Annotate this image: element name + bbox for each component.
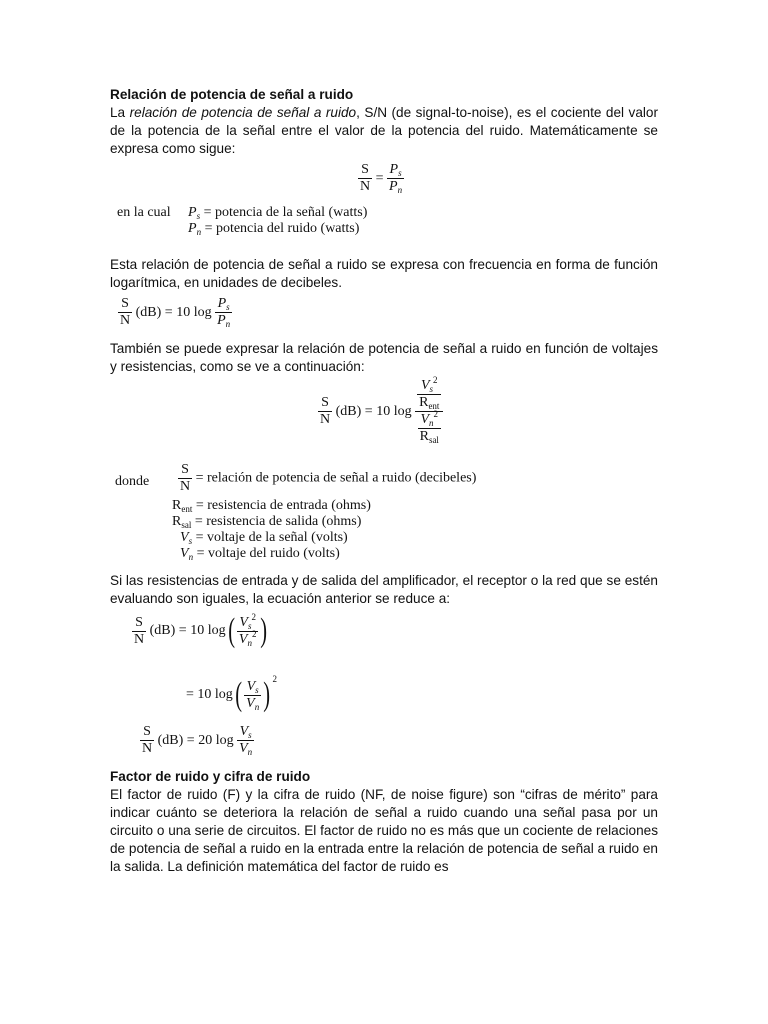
paragraph-noise-factor: El factor de ruido (F) y la cifra de ruido (NF, de noise figure) son “cifras de mérito” para indicar cuánto se deteriora la relación de señal a ruido cuando una señal pasa por un circuito o una serie de circuitos. El factor de ruido no es más que un cociente de relaciones de potencia de señal a ruido en la entrada entre la relación de potencia de señal a ruido en la salida. La definición matemática del factor de ruido es bbox=[110, 787, 658, 874]
compound-denominator bbox=[415, 409, 443, 445]
denominator: N bbox=[142, 741, 153, 756]
definition-text: = voltaje de la señal (volts) bbox=[195, 530, 348, 545]
subscript: sal bbox=[428, 435, 439, 445]
fraction-ps-pn bbox=[387, 162, 404, 195]
right-paren: ) bbox=[263, 676, 271, 713]
fraction-vs2-vn2 bbox=[237, 611, 259, 648]
definitions-intro-en-la-cual: en la cual bbox=[117, 205, 171, 220]
paragraph-voltage-form: También se puede expresar la relación de potencia de señal a ruido en función de voltajes y resistencias, como se ve a continuación: bbox=[110, 341, 658, 374]
subscript: n bbox=[247, 637, 252, 648]
exponent: 2 bbox=[251, 628, 257, 639]
numerator: S bbox=[318, 395, 332, 412]
equals-sign: = bbox=[164, 304, 173, 320]
symbol-r: R bbox=[419, 429, 429, 444]
subscript: s bbox=[188, 536, 193, 546]
subscript: sal bbox=[181, 520, 192, 530]
paragraph-snr-definition bbox=[110, 104, 658, 158]
subscript: s bbox=[429, 384, 434, 394]
log-prefix: 10 log bbox=[190, 623, 226, 638]
symbol-r: R bbox=[172, 498, 182, 513]
subscript: s bbox=[255, 684, 259, 695]
subscript: n bbox=[247, 747, 253, 757]
definition-pn bbox=[188, 221, 359, 237]
fraction-vs-vn bbox=[237, 724, 254, 757]
subscript: n bbox=[225, 319, 231, 329]
definition-text: = voltaje del ruido (volts) bbox=[196, 546, 340, 561]
equation-snr-db-20log bbox=[140, 724, 254, 757]
symbol-v: V bbox=[420, 412, 430, 427]
log-prefix: 20 log bbox=[198, 732, 234, 748]
fraction-sn bbox=[140, 724, 154, 757]
equation-snr-power-ratio bbox=[358, 162, 404, 195]
symbol-p: P bbox=[217, 296, 227, 311]
symbol-v: V bbox=[239, 724, 249, 739]
equals-sign: = bbox=[364, 403, 373, 419]
exponent: 2 bbox=[433, 409, 439, 419]
subscript: s bbox=[248, 730, 252, 740]
symbol-p: P bbox=[188, 221, 197, 236]
db-label: (dB) bbox=[149, 623, 176, 638]
equation-snr-db-voltage-resistance bbox=[318, 375, 443, 445]
symbol-v: V bbox=[420, 378, 430, 393]
equation-snr-db-voltage-squared bbox=[132, 611, 270, 649]
subscript: ent bbox=[181, 504, 193, 514]
compound-numerator bbox=[415, 375, 443, 412]
fraction-ps-pn bbox=[215, 296, 232, 329]
db-label: (dB) bbox=[135, 304, 162, 320]
definition-text: = potencia de la señal (watts) bbox=[203, 205, 368, 220]
symbol-v: V bbox=[246, 695, 255, 711]
symbol-p: P bbox=[389, 179, 398, 194]
numerator: S bbox=[132, 615, 146, 632]
symbol-v: V bbox=[239, 614, 248, 630]
subscript: s bbox=[196, 211, 201, 221]
numerator: S bbox=[118, 296, 132, 313]
symbol-r: R bbox=[172, 514, 182, 529]
paragraph-log-form: Esta relación de potencia de señal a ruido se expresa con frecuencia en forma de función logarítmica, en unidades de decibeles. bbox=[110, 257, 658, 290]
right-paren: ) bbox=[260, 612, 268, 649]
subscript: n bbox=[429, 418, 434, 428]
definition-sn bbox=[178, 462, 476, 495]
symbol-v: V bbox=[180, 546, 189, 561]
section-heading-noise-factor: Factor de ruido y cifra de ruido bbox=[110, 769, 311, 784]
fraction-sn bbox=[318, 395, 332, 428]
log-prefix: 10 log bbox=[176, 304, 212, 320]
section-heading-snr: Relación de potencia de señal a ruido bbox=[110, 87, 354, 102]
fraction-sn bbox=[132, 615, 146, 648]
text-run: , S/N (de signal-to-noise), es el cociente del valor de la potencia de la señal entre el valor de la potencia del ruido. Matemáticamente se expresa como sigue: bbox=[110, 105, 659, 156]
equation-snr-db-ratio-squared bbox=[186, 674, 278, 713]
symbol-r: R bbox=[419, 395, 429, 410]
exponent: 2 bbox=[433, 375, 438, 385]
italic-term: relación de potencia de señal a ruido bbox=[129, 105, 357, 120]
denominator: N bbox=[360, 179, 371, 194]
symbol-p: P bbox=[217, 313, 226, 328]
subscript: ent bbox=[428, 401, 440, 411]
numerator: S bbox=[358, 162, 372, 179]
definition-rent bbox=[172, 498, 371, 514]
symbol-v: V bbox=[239, 741, 248, 756]
exponent: 2 bbox=[251, 611, 256, 622]
numerator: S bbox=[178, 462, 192, 479]
left-paren: ( bbox=[235, 676, 242, 713]
subscript: n bbox=[196, 227, 202, 237]
symbol-v: V bbox=[180, 530, 189, 545]
left-paren: ( bbox=[227, 612, 235, 649]
symbol-v: V bbox=[238, 631, 248, 647]
compound-fraction bbox=[415, 375, 443, 445]
definition-ps bbox=[188, 205, 367, 221]
definition-vn bbox=[180, 546, 340, 562]
denominator: N bbox=[320, 412, 331, 427]
exponent: 2 bbox=[272, 674, 278, 685]
equals-sign: = bbox=[375, 170, 384, 186]
db-label: (dB) bbox=[157, 732, 184, 748]
definitions-intro-donde: donde bbox=[115, 474, 150, 489]
definition-vs bbox=[180, 530, 348, 546]
denominator: N bbox=[120, 313, 131, 328]
log-prefix: 10 log bbox=[197, 687, 233, 702]
equals-sign: = bbox=[186, 687, 194, 702]
db-label: (dB) bbox=[335, 403, 362, 419]
equation-snr-db-power bbox=[118, 296, 232, 329]
definition-text: = relación de potencia de señal a ruido (decibeles) bbox=[195, 470, 477, 486]
subscript: n bbox=[397, 185, 403, 195]
fraction-sn bbox=[358, 162, 372, 195]
text-run: La bbox=[110, 105, 130, 120]
denominator: N bbox=[134, 631, 145, 647]
symbol-v: V bbox=[246, 678, 256, 694]
definition-text: = potencia del ruido (watts) bbox=[204, 221, 360, 236]
subscript: s bbox=[247, 620, 252, 631]
definition-text: = resistencia de salida (ohms) bbox=[194, 514, 362, 529]
fraction-sn bbox=[118, 296, 132, 329]
equals-sign: = bbox=[186, 732, 195, 748]
numerator: S bbox=[140, 724, 154, 741]
symbol-p: P bbox=[188, 205, 197, 220]
subscript: s bbox=[398, 168, 402, 178]
definition-rsal bbox=[172, 514, 361, 530]
subscript: s bbox=[226, 302, 230, 312]
paragraph-equal-resistances: Si las resistencias de entrada y de salida del amplificador, el receptor o la red que se estén evaluando son iguales, la ecuación anterior se reduce a: bbox=[110, 573, 658, 606]
denominator: N bbox=[180, 479, 191, 494]
definition-text: = resistencia de entrada (ohms) bbox=[195, 498, 371, 513]
subscript: n bbox=[254, 701, 260, 712]
fraction-vs-vn bbox=[244, 679, 261, 712]
symbol-p: P bbox=[389, 162, 399, 177]
subscript: n bbox=[188, 552, 194, 562]
log-prefix: 10 log bbox=[376, 403, 412, 419]
equals-sign: = bbox=[178, 623, 187, 638]
